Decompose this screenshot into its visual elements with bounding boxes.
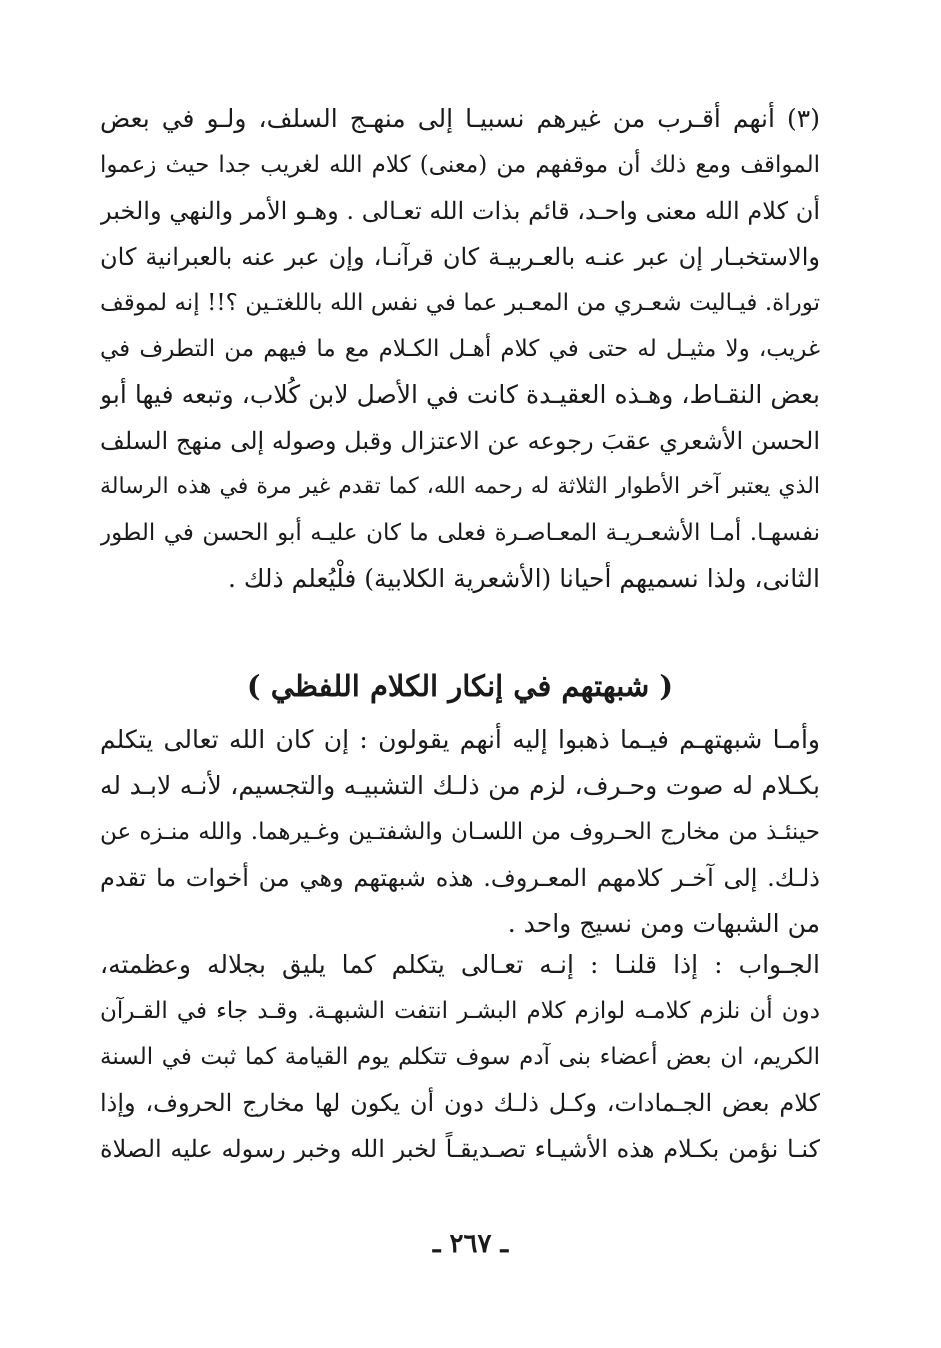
text-line: توراة. فيـاليت شعـري من المعـبر عما في نفس الله باللغتـين ؟!! إنه لموقف <box>100 290 820 316</box>
paragraph-1 <box>100 96 820 602</box>
section-heading: ( شبهتهم في إنكار الكلام اللفظي ) <box>246 669 674 703</box>
text-line: من الشبهات ومن نسيج واحد . <box>507 909 820 938</box>
text-line: الذي يعتبر آخر الأطوار الثلاثة له رحمه الله، كما تقدم غير مرة في هذه الرسالة <box>100 474 820 499</box>
text-line: بكـلام له صوت وحـرف، لزم من ذلـك التشبيـه والتجسيم، لأنـه لابـد له <box>100 771 820 800</box>
text-line: غريب، ولا مثيـل له حتى في كلام أهـل الكـلام مع ما فيهم من التطرف في <box>100 336 820 362</box>
text-line: الجـواب : إذا قلنـا : إنـه تعـالى يتكلم كما يليق بجلاله وعظمته، <box>100 950 820 979</box>
text-line: بعض النقـاط، وهـذه العقيـدة كانت في الأصل لابن كُلاب، وتبعه فيها أبو <box>100 380 820 409</box>
paragraph-2 <box>100 717 820 947</box>
text-line: الثانى، ولذا نسميهم أحيانا (الأشعرية الكلابية) فلْيُعلم ذلك . <box>227 564 820 593</box>
text-line: وأمـا شبهتهـم فيـما ذهبوا إليه أنهم يقولون : إن كان الله تعالى يتكلم <box>100 725 820 754</box>
text-line: (٣) أنهم أقـرب من غيرهم نسبيـا إلى منهـج السلف، ولـو في بعض <box>100 104 820 133</box>
text-line: كلام بعض الجـمادات، وكـل ذلـك دون أن يكون لها مخارج الحروف، وإذا <box>100 1089 820 1117</box>
text-line: الحسن الأشعري عقبَ رجوعه عن الاعتزال وقبل وصوله إلى منهج السلف <box>100 427 820 455</box>
text-line: حينئـذ من مخارج الحـروف من اللسـان والشفتـين وغـيرهما. والله منـزه عن <box>100 819 820 845</box>
page-number: ـ ٢٦٧ ـ <box>432 1229 509 1259</box>
paragraph-3 <box>100 942 820 1172</box>
text-line: نفسهـا. أمـا الأشعـريـة المعـاصـرة فعلى ما كان عليـه أبو الحسن في الطور <box>100 520 820 546</box>
text-line: ذلـك. إلى آخـر كلامهم المعـروف. هذه شبهتهم وهي من أخوات ما تقدم <box>100 864 820 892</box>
text-line: والاستخبـار إن عبر عنـه بالعـربيـة كان قرآنـا، وإن عبر عنه بالعبرانية كان <box>100 243 820 271</box>
text-line: دون أن نلزم كلامـه لوازم كلام البشـر انتفت الشبهـة. وقـد جاء في القـرآن <box>100 998 820 1024</box>
text-line: أن كلام الله معنى واحـد، قائم بذات الله تعـالى . وهـو الأمر والنهي والخبر <box>100 197 820 225</box>
text-line: الكريم، ان بعض أعضاء بنى آدم سوف تتكلم يوم القيامة كما ثبت في السنة <box>100 1044 820 1070</box>
text-line: المواقف ومع ذلك أن موقفهم من (معنى) كلام الله لغريب جدا حيث زعموا <box>100 152 820 178</box>
text-line: كنـا نؤمن بكـلام هذه الأشيـاء تصـديقـاً لخبر الله وخبر رسوله عليه الصلاة <box>100 1135 820 1163</box>
